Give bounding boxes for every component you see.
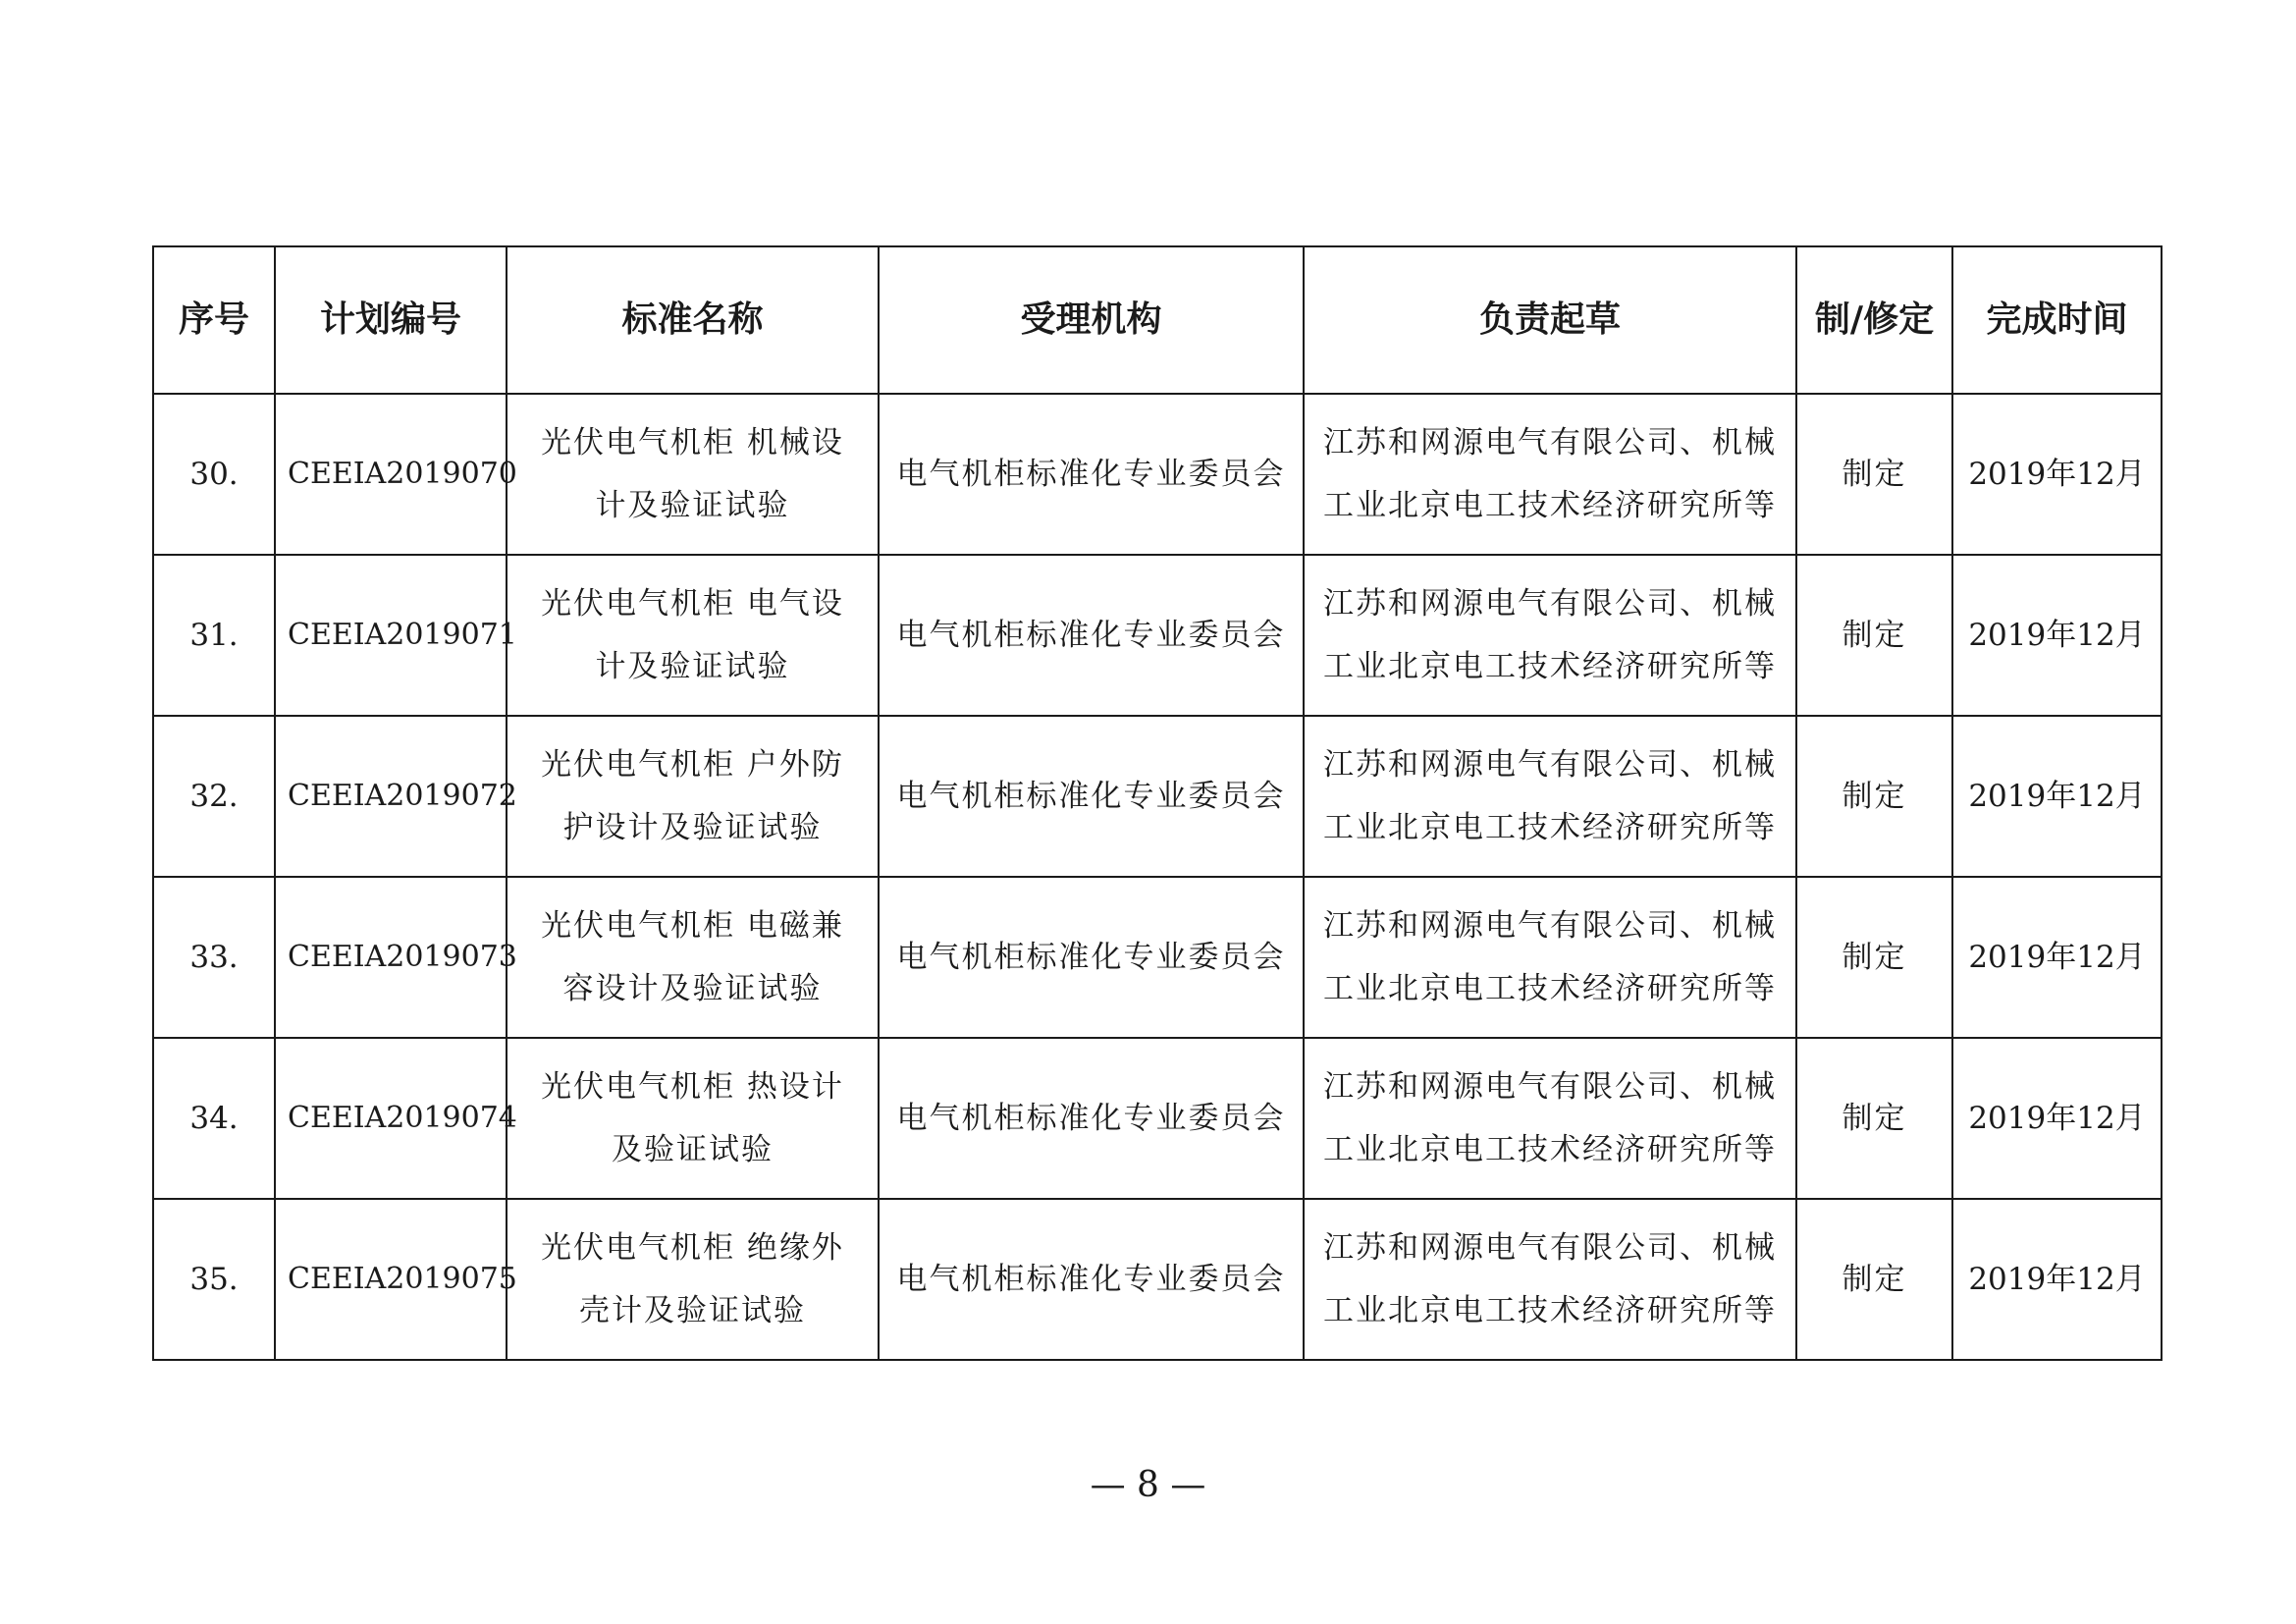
cell-agency: 电气机柜标准化专业委员会	[879, 1038, 1304, 1199]
cell-agency: 电气机柜标准化专业委员会	[879, 716, 1304, 877]
cell-standard-name: 光伏电气机柜 电气设计及验证试验	[507, 555, 879, 716]
standards-plan-table	[152, 245, 2163, 1361]
cell-seq: 30.	[153, 394, 275, 555]
cell-agency: 电气机柜标准化专业委员会	[879, 1199, 1304, 1360]
table-row	[153, 877, 2162, 1038]
cell-agency: 电气机柜标准化专业委员会	[879, 555, 1304, 716]
table-header-row	[153, 246, 2162, 394]
cell-type: 制定	[1796, 877, 1952, 1038]
cell-plan-code: CEEIA2019073	[275, 877, 507, 1038]
cell-plan-code: CEEIA2019070	[275, 394, 507, 555]
cell-standard-name: 光伏电气机柜 机械设计及验证试验	[507, 394, 879, 555]
cell-type: 制定	[1796, 716, 1952, 877]
cell-finish-time: 2019年12月	[1952, 555, 2162, 716]
cell-drafter: 江苏和网源电气有限公司、机械工业北京电工技术经济研究所等	[1304, 555, 1796, 716]
table-row	[153, 1199, 2162, 1360]
cell-drafter: 江苏和网源电气有限公司、机械工业北京电工技术经济研究所等	[1304, 877, 1796, 1038]
table-row	[153, 716, 2162, 877]
cell-plan-code: CEEIA2019075	[275, 1199, 507, 1360]
page-number: — 8 —	[1090, 1465, 1206, 1505]
cell-drafter: 江苏和网源电气有限公司、机械工业北京电工技术经济研究所等	[1304, 1038, 1796, 1199]
cell-plan-code: CEEIA2019071	[275, 555, 507, 716]
cell-plan-code: CEEIA2019072	[275, 716, 507, 877]
cell-seq: 32.	[153, 716, 275, 877]
cell-drafter: 江苏和网源电气有限公司、机械工业北京电工技术经济研究所等	[1304, 394, 1796, 555]
table-row	[153, 394, 2162, 555]
cell-seq: 35.	[153, 1199, 275, 1360]
cell-type: 制定	[1796, 1199, 1952, 1360]
cell-finish-time: 2019年12月	[1952, 1199, 2162, 1360]
cell-finish-time: 2019年12月	[1952, 1038, 2162, 1199]
cell-standard-name: 光伏电气机柜 热设计及验证试验	[507, 1038, 879, 1199]
header-type: 制/修定	[1796, 246, 1952, 394]
cell-plan-code: CEEIA2019074	[275, 1038, 507, 1199]
header-drafter: 负责起草	[1304, 246, 1796, 394]
cell-seq: 34.	[153, 1038, 275, 1199]
cell-standard-name: 光伏电气机柜 户外防护设计及验证试验	[507, 716, 879, 877]
table-row	[153, 555, 2162, 716]
cell-type: 制定	[1796, 1038, 1952, 1199]
cell-drafter: 江苏和网源电气有限公司、机械工业北京电工技术经济研究所等	[1304, 1199, 1796, 1360]
cell-finish-time: 2019年12月	[1952, 877, 2162, 1038]
cell-agency: 电气机柜标准化专业委员会	[879, 394, 1304, 555]
table-row	[153, 1038, 2162, 1199]
header-agency: 受理机构	[879, 246, 1304, 394]
cell-type: 制定	[1796, 555, 1952, 716]
cell-finish-time: 2019年12月	[1952, 394, 2162, 555]
header-standard-name: 标准名称	[507, 246, 879, 394]
header-plan-code: 计划编号	[275, 246, 507, 394]
cell-finish-time: 2019年12月	[1952, 716, 2162, 877]
cell-type: 制定	[1796, 394, 1952, 555]
header-seq: 序号	[153, 246, 275, 394]
cell-seq: 33.	[153, 877, 275, 1038]
cell-standard-name: 光伏电气机柜 电磁兼容设计及验证试验	[507, 877, 879, 1038]
cell-drafter: 江苏和网源电气有限公司、机械工业北京电工技术经济研究所等	[1304, 716, 1796, 877]
cell-standard-name: 光伏电气机柜 绝缘外壳计及验证试验	[507, 1199, 879, 1360]
cell-seq: 31.	[153, 555, 275, 716]
header-finish-time: 完成时间	[1952, 246, 2162, 394]
cell-agency: 电气机柜标准化专业委员会	[879, 877, 1304, 1038]
